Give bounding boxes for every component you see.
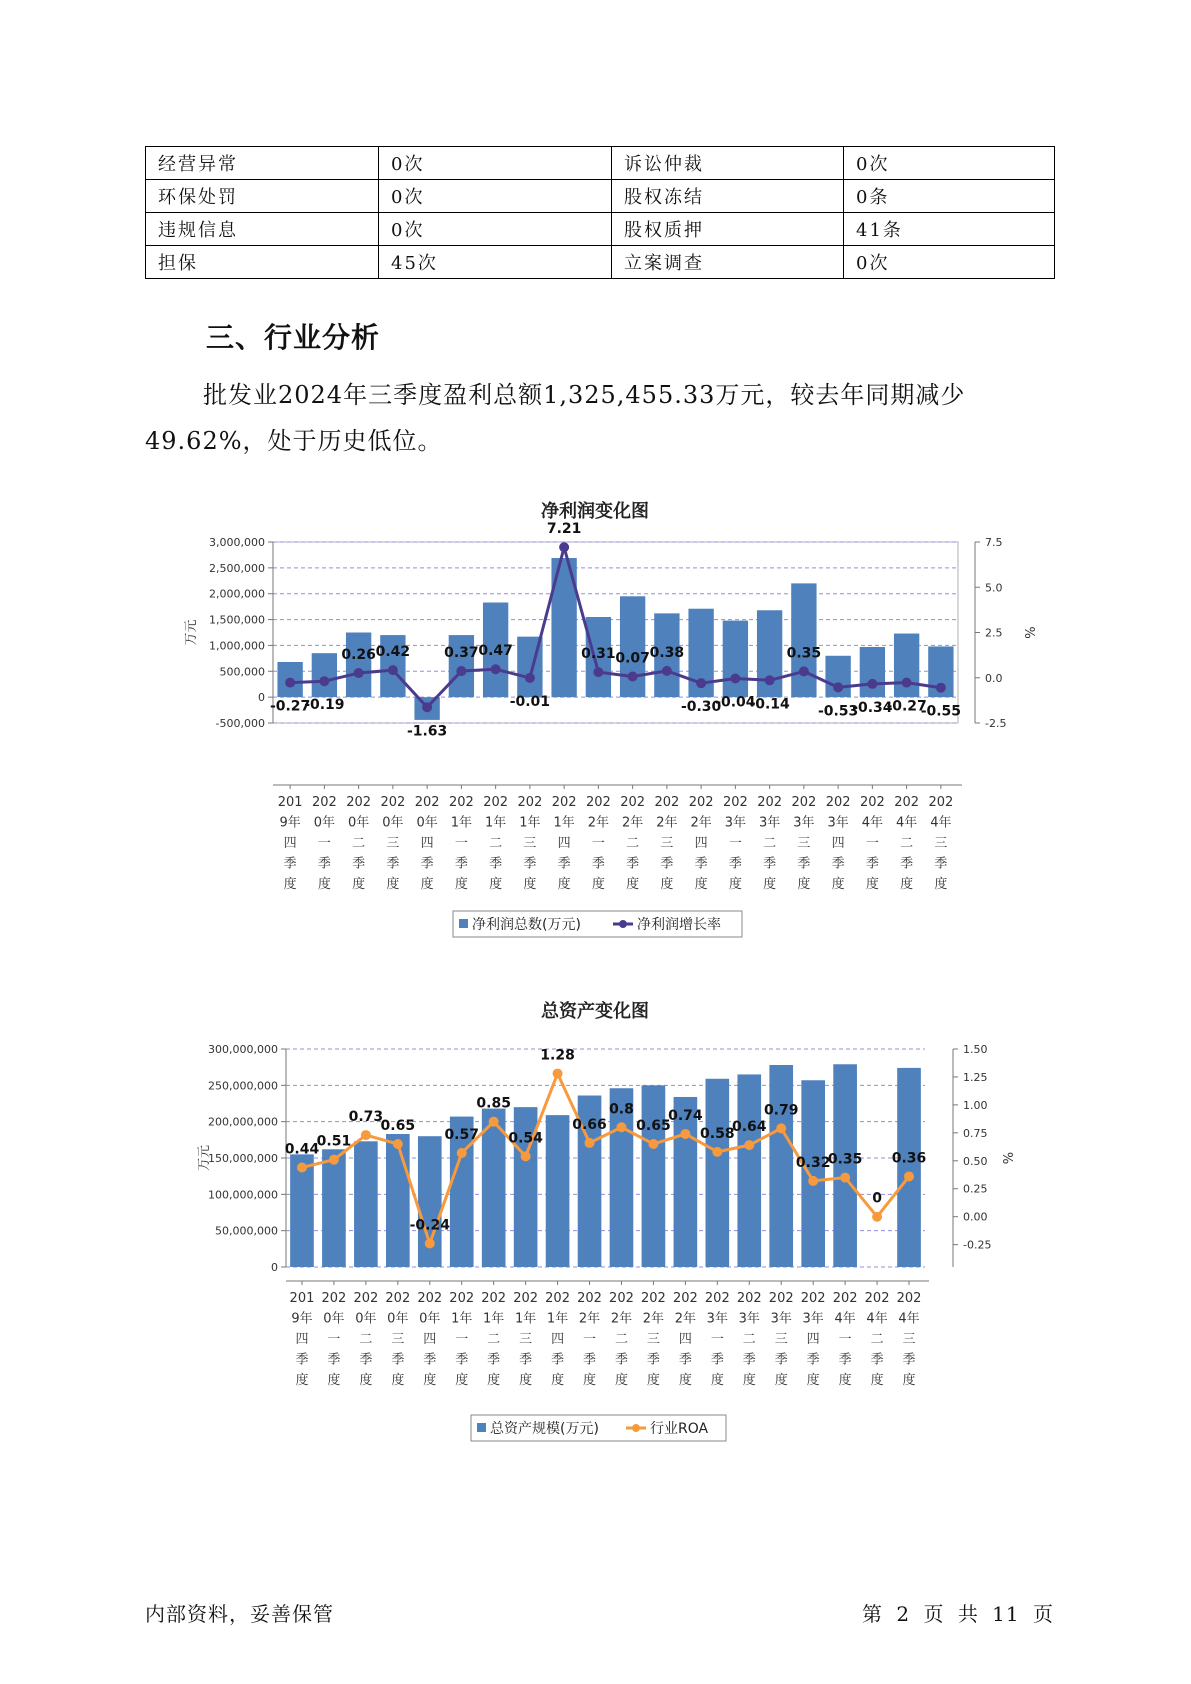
section-title: 三、行业分析	[206, 321, 381, 354]
x-tick-label: 202 1年四季度	[551, 795, 577, 892]
data-label: 0.65	[636, 1118, 671, 1135]
line-point	[457, 1148, 467, 1158]
legend-line-label: 行业ROA	[650, 1421, 709, 1437]
y-tick-label: 1,500,000	[209, 613, 265, 627]
data-label: 0.66	[572, 1116, 607, 1133]
line-point	[329, 1155, 339, 1165]
y2-tick-label: 0.50	[963, 1154, 988, 1168]
x-tick-label: 202 1年四季度	[545, 1291, 570, 1388]
x-tick-label: 202 4年三季度	[896, 1291, 922, 1388]
data-label: 0.85	[476, 1095, 511, 1112]
legend-line-marker	[619, 920, 627, 928]
x-tick-label: 202 4年一季度	[859, 795, 885, 892]
legend-bar-label: 净利润总数(万元)	[472, 917, 581, 933]
y2-tick-label: 2.5	[985, 626, 1003, 640]
line-point	[808, 1176, 818, 1186]
bar	[312, 653, 337, 697]
table-row	[146, 246, 1055, 279]
y-tick-label: 100,000,000	[208, 1188, 278, 1202]
line-point	[456, 666, 466, 676]
legend-bar-swatch	[459, 919, 468, 928]
x-tick-label: 202 0年一季度	[321, 1291, 347, 1388]
data-label: -0.04	[715, 694, 756, 711]
x-tick-label: 202 2年四季度	[688, 795, 714, 892]
line-point	[297, 1163, 307, 1173]
bar	[737, 1074, 761, 1267]
x-tick-label: 202 1年一季度	[449, 1291, 475, 1388]
line-point	[422, 702, 432, 712]
line-point	[489, 1117, 499, 1127]
data-label: 0.38	[649, 644, 685, 661]
data-label: -0.30	[680, 699, 722, 716]
bar	[706, 1079, 730, 1267]
data-label: 0.37	[444, 645, 479, 662]
y-tick-label: 2,000,000	[209, 587, 265, 601]
x-tick-label: 202 0年二季度	[346, 795, 372, 892]
x-tick-label: 202 2年二季度	[620, 795, 646, 892]
x-tick-label: 202 1年二季度	[481, 1291, 507, 1388]
x-tick-label: 202 2年三季度	[654, 795, 680, 892]
table-cell-value: 0次	[844, 246, 1055, 279]
data-label: 0.31	[581, 646, 616, 663]
table-cell-value: 41条	[844, 213, 1055, 246]
y-axis-label: 万元	[197, 1144, 212, 1172]
line-point	[319, 676, 329, 686]
table-cell-value: 0次	[844, 147, 1055, 180]
x-tick-label: 202 3年四季度	[825, 795, 851, 892]
x-tick-label: 202 2年一季度	[577, 1291, 602, 1388]
data-label: 0.73	[348, 1109, 384, 1126]
line-point	[904, 1171, 914, 1181]
table-cell-label: 股权质押	[612, 213, 844, 246]
x-tick-label: 202 0年三季度	[385, 1291, 411, 1388]
bar	[769, 1065, 793, 1267]
bar	[354, 1141, 378, 1267]
data-label: 0.51	[316, 1133, 352, 1150]
legend-bar-label: 总资产规模(万元)	[490, 1421, 599, 1437]
line-point	[680, 1129, 690, 1139]
line-point	[776, 1123, 786, 1133]
y-tick-label: 1,000,000	[209, 639, 265, 653]
legend-bar-swatch	[477, 1423, 486, 1432]
table-cell-label: 立案调查	[612, 246, 844, 279]
data-label: 0.35	[827, 1151, 863, 1168]
line-point	[491, 664, 501, 674]
data-label: 0.42	[375, 644, 411, 661]
table-row	[146, 147, 1055, 180]
y2-tick-label: 0.0	[985, 671, 1003, 685]
line-point	[765, 675, 775, 685]
x-tick-label: 202 1年三季度	[513, 1291, 539, 1388]
data-label: -0.01	[509, 693, 551, 710]
y-axis-label: 万元	[184, 619, 199, 646]
y2-tick-label: 0.00	[963, 1210, 988, 1224]
x-tick-label: 202 4年二季度	[864, 1291, 890, 1388]
table-cell-label: 诉讼仲裁	[612, 147, 844, 180]
data-label: 0.57	[444, 1126, 479, 1143]
line-point	[425, 1239, 435, 1249]
y2-tick-label: 1.00	[963, 1098, 988, 1112]
line-point	[867, 679, 877, 689]
data-label: 0.74	[668, 1107, 703, 1124]
y2-tick-label: -0.25	[963, 1238, 992, 1252]
data-label: -0.53	[817, 703, 859, 720]
x-tick-label: 201 9年四季度	[277, 795, 303, 892]
data-label: 0.26	[341, 647, 376, 664]
y2-axis-label: %	[1002, 1151, 1017, 1165]
line-point	[833, 682, 843, 692]
y-tick-label: 0	[271, 1261, 278, 1274]
x-tick-label: 202 1年三季度	[517, 795, 543, 892]
y-tick-label: 300,000,000	[208, 1043, 278, 1056]
line-point	[628, 671, 638, 681]
bar	[620, 596, 645, 697]
line-point	[648, 1139, 658, 1149]
bar	[801, 1080, 825, 1267]
data-label: -0.19	[304, 697, 345, 714]
data-label: -0.27	[269, 698, 311, 715]
y2-tick-label: 0.75	[963, 1126, 988, 1140]
data-label: -0.24	[409, 1217, 450, 1234]
bar	[723, 621, 748, 698]
x-tick-label: 202 0年四季度	[414, 795, 440, 892]
legend	[453, 911, 742, 937]
y2-tick-label: 0.25	[963, 1182, 988, 1196]
x-tick-label: 202 2年二季度	[609, 1291, 634, 1388]
x-tick-label: 202 0年四季度	[417, 1291, 443, 1388]
data-label: 0.58	[700, 1125, 735, 1142]
data-label: 0.64	[732, 1119, 767, 1136]
line-point	[388, 665, 398, 675]
table-row	[146, 213, 1055, 246]
data-label: 0.8	[609, 1101, 634, 1118]
bar	[546, 1115, 570, 1267]
data-label: 0	[872, 1190, 882, 1207]
table-cell-label: 违规信息	[146, 213, 379, 246]
data-label: 0.54	[508, 1130, 543, 1147]
line-point	[559, 542, 569, 552]
y2-tick-label: 1.50	[963, 1043, 988, 1056]
data-label: 0.36	[891, 1150, 927, 1167]
line-point	[902, 678, 912, 688]
line-point	[744, 1140, 754, 1150]
bar	[642, 1085, 666, 1267]
x-tick-label: 202 2年四季度	[672, 1291, 698, 1388]
data-label: 7.21	[546, 521, 582, 538]
y2-tick-label: 5.0	[985, 581, 1003, 595]
line-point	[712, 1147, 722, 1157]
table-cell-label: 环保处罚	[146, 180, 379, 213]
bar	[322, 1149, 346, 1267]
bar	[346, 633, 371, 698]
data-label: -1.63	[406, 723, 448, 740]
data-label: -0.55	[920, 703, 962, 720]
data-label: -0.34	[852, 699, 893, 716]
footer-confidential-note: 内部资料，妥善保管	[145, 1602, 334, 1626]
bar	[791, 583, 816, 697]
line-point	[662, 666, 672, 676]
line-point	[696, 678, 706, 688]
x-tick-label: 202 4年一季度	[832, 1291, 858, 1388]
line-point	[872, 1212, 882, 1222]
legend	[471, 1415, 726, 1441]
y2-axis-label: %	[1024, 626, 1039, 639]
y2-tick-label: -2.5	[985, 717, 1007, 730]
y2-tick-label: 7.5	[985, 536, 1003, 549]
table-cell-value: 0条	[844, 180, 1055, 213]
x-tick-label: 202 1年一季度	[448, 795, 474, 892]
table-cell-label: 担保	[146, 246, 379, 279]
x-tick-label: 202 0年二季度	[353, 1291, 379, 1388]
y-tick-label: 0	[258, 691, 265, 705]
line-point	[393, 1139, 403, 1149]
data-label: -0.27	[886, 698, 927, 715]
plot-frame	[273, 542, 958, 723]
table-cell-value: 0次	[379, 213, 612, 246]
x-tick-label: 202 4年三季度	[928, 795, 954, 892]
data-label: 0.47	[478, 643, 513, 660]
bar	[860, 647, 885, 697]
y-tick-label: 3,000,000	[209, 536, 265, 549]
x-tick-label: 202 3年二季度	[736, 1291, 762, 1388]
industry-analysis-paragraph: 批发业2024年三季度盈利总额1,325,455.33万元，较去年同期减少49.62%，处于历史低位。	[145, 381, 966, 455]
x-tick-label: 202 3年四季度	[800, 1291, 826, 1388]
footer-page-number: 第 2 页 共 11 页	[862, 1602, 1054, 1626]
chart-title: 净利润变化图	[541, 501, 649, 522]
net-profit-chart	[0, 493, 1191, 943]
bar	[897, 1068, 921, 1267]
x-tick-label: 202 1年二季度	[483, 795, 509, 892]
data-label: 0.44	[284, 1141, 320, 1158]
legend-line-marker	[632, 1424, 640, 1432]
line-point	[936, 683, 946, 693]
bar	[386, 1134, 410, 1267]
line-point	[285, 678, 295, 688]
x-tick-label: 202 3年二季度	[757, 795, 783, 892]
data-label: 0.32	[795, 1154, 831, 1171]
table-row	[146, 180, 1055, 213]
table-cell-value: 0次	[379, 147, 612, 180]
legend-line-label: 净利润增长率	[637, 917, 721, 933]
total-assets-chart	[0, 993, 1191, 1443]
x-tick-label: 202 3年三季度	[768, 1291, 794, 1388]
data-label: 0.65	[380, 1118, 416, 1135]
line-point	[361, 1130, 371, 1140]
chart-title: 总资产变化图	[541, 1001, 649, 1022]
x-tick-label: 202 4年二季度	[894, 795, 920, 892]
line-point	[585, 1138, 595, 1148]
y-tick-label: 200,000,000	[208, 1115, 278, 1129]
x-tick-label: 202 2年一季度	[585, 795, 611, 892]
x-tick-label: 202 0年三季度	[380, 795, 406, 892]
x-tick-label: 201 9年四季度	[289, 1291, 315, 1388]
x-tick-label: 202 3年一季度	[722, 795, 748, 892]
data-label: 0.79	[763, 1102, 799, 1119]
y-tick-label: 250,000,000	[208, 1079, 278, 1093]
line-point	[840, 1173, 850, 1183]
x-tick-label: 202 0年一季度	[311, 795, 337, 892]
table-cell-label: 股权冻结	[612, 180, 844, 213]
line-point	[730, 673, 740, 683]
x-tick-label: 202 2年三季度	[641, 1291, 666, 1388]
x-tick-label: 202 3年三季度	[791, 795, 817, 892]
y-tick-label: 500,000	[219, 665, 265, 679]
table-cell-value: 0次	[379, 180, 612, 213]
line-point	[593, 667, 603, 677]
line-point	[553, 1069, 563, 1079]
x-tick-label: 202 3年一季度	[704, 1291, 730, 1388]
data-label: -0.14	[749, 696, 790, 713]
y-tick-label: -500,000	[215, 717, 265, 730]
line-point	[354, 668, 364, 678]
line-point	[525, 673, 535, 683]
risk-info-table	[145, 146, 1055, 279]
data-label: 0.07	[615, 650, 650, 667]
data-label: 0.35	[786, 645, 822, 662]
table-cell-label: 经营异常	[146, 147, 379, 180]
y-tick-label: 50,000,000	[215, 1224, 278, 1238]
data-label: 1.28	[540, 1047, 575, 1064]
y-tick-label: 150,000,000	[208, 1152, 278, 1165]
line-point	[521, 1151, 531, 1161]
y2-tick-label: 1.25	[963, 1070, 988, 1084]
line-point	[799, 666, 809, 676]
table-cell-value: 45次	[379, 246, 612, 279]
y-tick-label: 2,500,000	[209, 561, 265, 575]
line-point	[616, 1122, 626, 1132]
